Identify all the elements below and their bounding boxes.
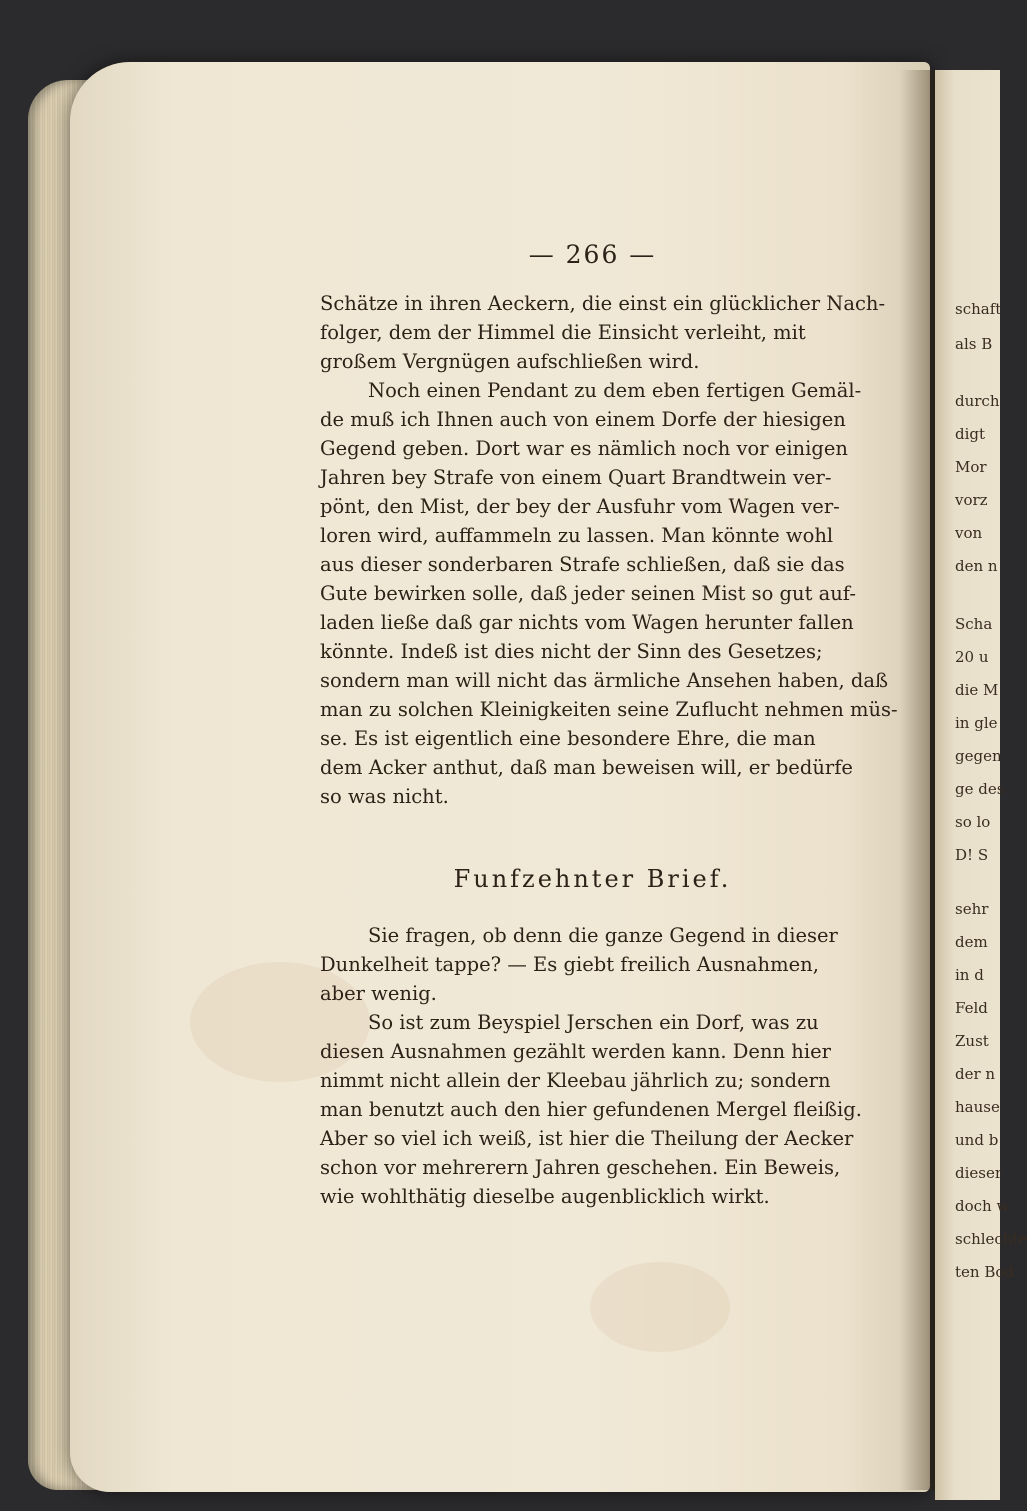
paragraph-4 <box>320 1008 865 1211</box>
text-line: pönt, den Mist, der bey der Ausfuhr vom Wagen ver- <box>320 495 840 518</box>
facing-page-fragment: in d <box>955 966 984 984</box>
facing-page-fragment: so lo <box>955 813 991 831</box>
facing-page-fragment: Feld <box>955 999 988 1017</box>
facing-page-fragment: in gle <box>955 714 998 732</box>
paragraph-1 <box>320 289 886 376</box>
text-line: so was nicht. <box>320 785 449 808</box>
facing-page-fragment: gegen <box>955 747 1002 765</box>
facing-page-fragment: ge des <box>955 780 1005 798</box>
text-line: schon vor mehrerern Jahren geschehen. Ein Beweis, <box>320 1156 841 1179</box>
text-line: de muß ich Ihnen auch von einem Dorfe der hiesigen <box>320 408 846 431</box>
facing-page-fragment: Mor <box>955 458 987 476</box>
gutter-shadow <box>900 70 940 1490</box>
facing-page-fragment: schaft <box>955 300 1002 318</box>
facing-page-fragment: Zust <box>955 1032 989 1050</box>
text-line: Noch einen Pendant zu dem eben fertigen Gemäl- <box>368 379 862 402</box>
text-line: wie wohlthätig dieselbe augenblicklich wirkt. <box>320 1185 770 1208</box>
text-line: sondern man will nicht das ärmliche Ansehen haben, daß <box>320 669 888 692</box>
facing-page-fragment: der n <box>955 1065 996 1083</box>
page-number: — 266 — <box>528 240 657 269</box>
facing-page-fragment: ten Bod <box>955 1263 1014 1281</box>
facing-page <box>935 70 1027 1500</box>
facing-page-fragment: dem <box>955 933 988 951</box>
text-line: Sie fragen, ob denn die ganze Gegend in dieser <box>368 924 838 947</box>
facing-page-fragment: den n <box>955 557 998 575</box>
paragraph-2 <box>320 376 898 811</box>
text-line: loren wird, auffammeln zu lassen. Man könnte wohl <box>320 524 834 547</box>
text-line: So ist zum Beyspiel Jerschen ein Dorf, was zu <box>368 1011 819 1034</box>
text-line: folger, dem der Himmel die Einsicht verleiht, mit <box>320 321 806 344</box>
facing-page-fragment: und b <box>955 1131 999 1149</box>
text-line: man benutzt auch den hier gefundenen Mergel fleißig. <box>320 1098 862 1121</box>
paper-stain <box>590 1262 730 1352</box>
text-line: könnte. Indeß ist dies nicht der Sinn des Gesetzes; <box>320 640 823 663</box>
facing-page-fragment: von <box>955 524 983 542</box>
facing-page-fragment: doch w <box>955 1197 1010 1215</box>
text-line: aus dieser sonderbaren Strafe schließen, daß sie das <box>320 553 845 576</box>
text-line: Jahren bey Strafe von einem Quart Brandtwein ver- <box>320 466 832 489</box>
facing-page-fragment: D! S <box>955 846 989 864</box>
facing-page-fragment: vorz <box>955 491 988 509</box>
facing-page-fragment: 20 u <box>955 648 989 666</box>
letter-heading: Funfzehnter Brief. <box>453 865 732 893</box>
facing-page-fragment: digt <box>955 425 986 443</box>
text-line: Gute bewirken solle, daß jeder seinen Mist so gut auf- <box>320 582 856 605</box>
paragraph-3 <box>320 921 865 1008</box>
facing-page-fragment: sehr <box>955 900 989 918</box>
text-line: Aber so viel ich weiß, ist hier die Theilung der Aecker <box>320 1127 854 1150</box>
facing-page-fragment: dieser <box>955 1164 1003 1182</box>
text-line: se. Es ist eigentlich eine besondere Ehre, die man <box>320 727 816 750</box>
facing-page-fragment: als B <box>955 335 993 353</box>
text-line: großem Vergnügen aufschließen wird. <box>320 350 700 373</box>
page-text <box>320 240 898 1211</box>
text-line: Dunkelheit tappe? — Es giebt freilich Ausnahmen, <box>320 953 819 976</box>
text-line: diesen Ausnahmen gezählt werden kann. Denn hier <box>320 1040 831 1063</box>
facing-page-fragment: hause <box>955 1098 1000 1116</box>
facing-page-fragment: Scha <box>955 615 993 633</box>
text-line: Schätze in ihren Aeckern, die einst ein glücklicher Nach- <box>320 292 886 315</box>
text-line: man zu solchen Kleinigkeiten seine Zuflucht nehmen müs- <box>320 698 898 721</box>
text-line: laden ließe daß gar nichts vom Wagen herunter fallen <box>320 611 854 634</box>
text-line: dem Acker anthut, daß man beweisen will, er bedürfe <box>320 756 853 779</box>
facing-page-fragment: schlechte <box>955 1230 1027 1248</box>
text-line: nimmt nicht allein der Kleebau jährlich zu; sondern <box>320 1069 831 1092</box>
text-line: Gegend geben. Dort war es nämlich noch vor einigen <box>320 437 848 460</box>
text-line: aber wenig. <box>320 982 437 1005</box>
facing-page-fragment: die M <box>955 681 999 699</box>
facing-page-fragment: durch <box>955 392 1000 410</box>
